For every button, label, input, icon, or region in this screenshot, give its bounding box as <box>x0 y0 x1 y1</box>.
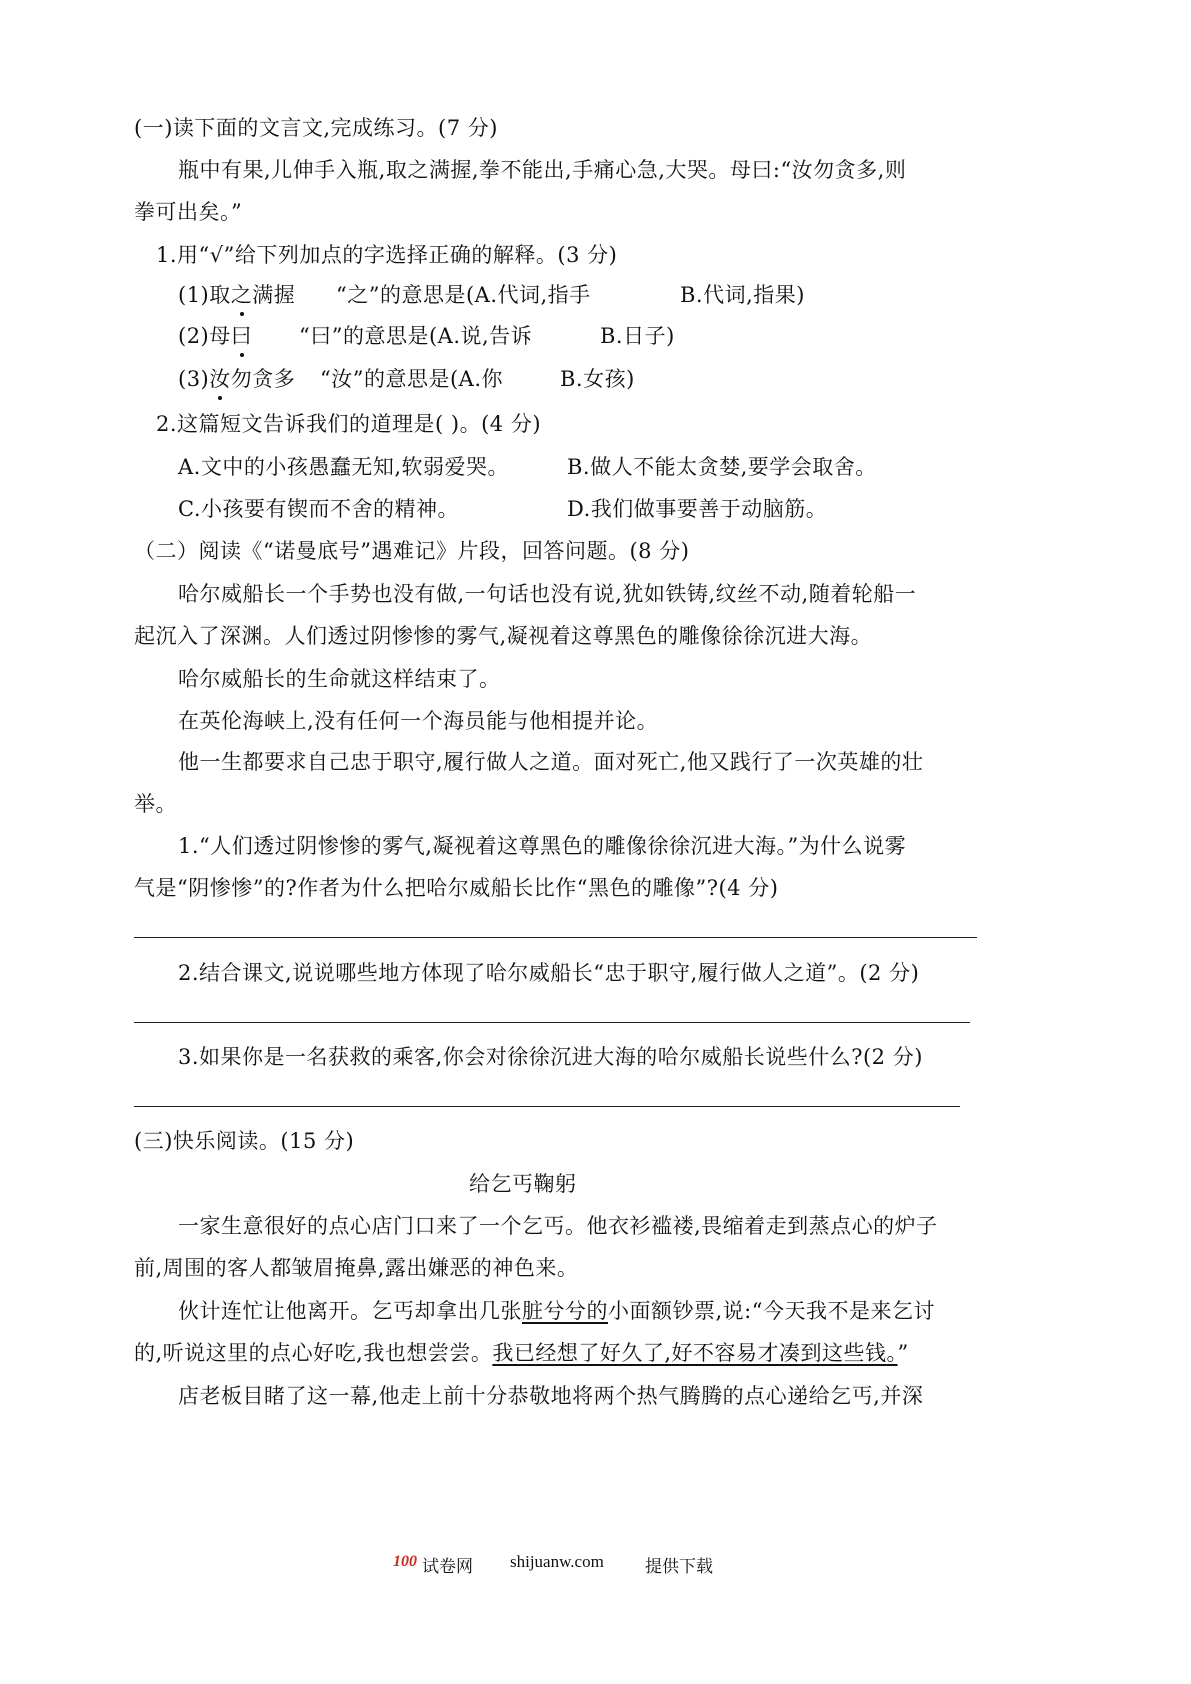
q1a-prefix: (1)取 <box>178 283 231 307</box>
s3-p2-l1-text-b: 小面额钞票,说:“今天我不是来乞讨 <box>608 1299 935 1323</box>
s2-question-1-line-1: 1.“人们透过阴惨惨的雾气,凝视着这尊黑色的雕像徐徐沉进大海。”为什么说雾 <box>178 834 907 858</box>
s2-paragraph-4-line-2: 举。 <box>134 792 177 816</box>
q1a-suffix: 满握 <box>252 283 296 307</box>
section-2-heading: （二）阅读《“诺曼底号”遇难记》片段，回答问题。(8 分) <box>134 539 690 563</box>
s1-q1-item-1-option-b: B.代词,指果) <box>680 283 805 307</box>
s3-paragraph-1-line-1: 一家生意很好的点心店门口来了一个乞丐。他衣衫褴褛,畏缩着走到蒸点心的炉子 <box>178 1214 938 1238</box>
underlined-phrase-1: 脏兮兮的 <box>522 1299 608 1323</box>
s3-paragraph-1-line-2: 前,周围的客人都皱眉掩鼻,露出嫌恶的神色来。 <box>134 1256 579 1280</box>
s3-paragraph-2-line-1 <box>178 1297 935 1325</box>
s1-q2-option-c: C.小孩要有锲而不舍的精神。 <box>178 497 459 521</box>
s2-paragraph-1-line-1: 哈尔威船长一个手势也没有做,一句话也没有说,犹如铁铸,纹丝不动,随着轮船一 <box>178 582 917 606</box>
s1-q1-item-3-option-b: B.女孩) <box>560 367 635 391</box>
s1-q1-item-1 <box>178 281 295 309</box>
q1c-prefix: (3) <box>178 367 210 391</box>
underlined-sentence: 我已经想了好久了,好不容易才凑到这些钱。 <box>492 1341 898 1365</box>
s3-p2-l2-text-a: 的,听说这里的点心好吃,我也想尝尝。 <box>134 1341 493 1365</box>
s1-q1-item-3-meaning: “汝”的意思是(A.你 <box>320 367 504 391</box>
s1-question-1: 1.用“√”给下列加点的字选择正确的解释。(3 分) <box>156 243 618 267</box>
answer-line-1[interactable] <box>134 937 977 938</box>
s2-paragraph-4-line-1: 他一生都要求自己忠于职守,履行做人之道。面对死亡,他又践行了一次英雄的壮 <box>178 750 924 774</box>
section-1-heading: (一)读下面的文言文,完成练习。(7 分) <box>134 116 498 140</box>
s1-q1-item-2-option-b: B.日子) <box>600 324 675 348</box>
s3-p2-l1-text-a: 伙计连忙让他离开。乞丐却拿出几张 <box>178 1299 522 1323</box>
answer-line-3[interactable] <box>134 1106 960 1107</box>
section-3-heading: (三)快乐阅读。(15 分) <box>134 1129 355 1153</box>
s1-q1-item-1-meaning: “之”的意思是(A.代词,指手 <box>336 283 591 307</box>
download-note: 提供下载 <box>645 1557 713 1576</box>
s2-question-1-line-2: 气是“阴惨惨”的?作者为什么把哈尔威船长比作“黑色的雕像”?(4 分) <box>134 876 779 900</box>
story-title: 给乞丐鞠躬 <box>469 1172 577 1196</box>
site-name: 试卷网 <box>422 1557 473 1576</box>
classical-text-line-1: 瓶中有果,儿伸手入瓶,取之满握,拳不能出,手痛心急,大哭。母曰:“汝勿贪多,则 <box>178 158 907 182</box>
s1-q1-item-2 <box>178 322 252 350</box>
s3-paragraph-3-line-1: 店老板目睹了这一幕,他走上前十分恭敬地将两个热气腾腾的点心递给乞丐,并深 <box>178 1384 924 1408</box>
s2-question-3: 3.如果你是一名获救的乘客,你会对徐徐沉进大海的哈尔威船长说些什么?(2 分) <box>178 1045 923 1069</box>
dotted-char: 汝 <box>209 367 231 391</box>
classical-text-line-2: 拳可出矣。” <box>134 200 243 224</box>
dotted-char: 之 <box>230 283 253 307</box>
s2-question-2: 2.结合课文,说说哪些地方体现了哈尔威船长“忠于职守,履行做人之道”。(2 分) <box>178 961 920 985</box>
s1-q2-option-d: D.我们做事要善于动脑筋。 <box>567 497 828 521</box>
s2-paragraph-2: 哈尔威船长的生命就这样结束了。 <box>178 667 501 691</box>
s3-p2-l2-text-b: ” <box>897 1341 909 1365</box>
s1-q2-option-b: B.做人不能太贪婪,要学会取舍。 <box>567 455 877 479</box>
dotted-char: 曰 <box>230 324 253 348</box>
s1-q1-item-2-meaning: “曰”的意思是(A.说,告诉 <box>299 324 533 348</box>
s1-q2-option-a: A.文中的小孩愚蠢无知,软弱爱哭。 <box>178 455 510 479</box>
s1-question-2: 2.这篇短文告诉我们的道理是( )。(4 分) <box>156 412 542 436</box>
s1-q1-item-3 <box>178 365 295 393</box>
s3-paragraph-2-line-2 <box>134 1339 909 1367</box>
q1c-suffix: 勿贪多 <box>230 367 296 391</box>
s2-paragraph-1-line-2: 起沉入了深渊。人们透过阴惨惨的雾气,凝视着这尊黑色的雕像徐徐沉进大海。 <box>134 624 873 648</box>
s2-paragraph-3: 在英伦海峡上,没有任何一个海员能与他相提并论。 <box>178 709 659 733</box>
site-domain[interactable]: shijuanw.com <box>510 1552 604 1571</box>
site-logo-icon: 100 <box>393 1553 417 1570</box>
q1b-prefix: (2)母 <box>178 324 231 348</box>
page-footer <box>0 1552 1191 1576</box>
answer-line-2[interactable] <box>134 1022 970 1023</box>
